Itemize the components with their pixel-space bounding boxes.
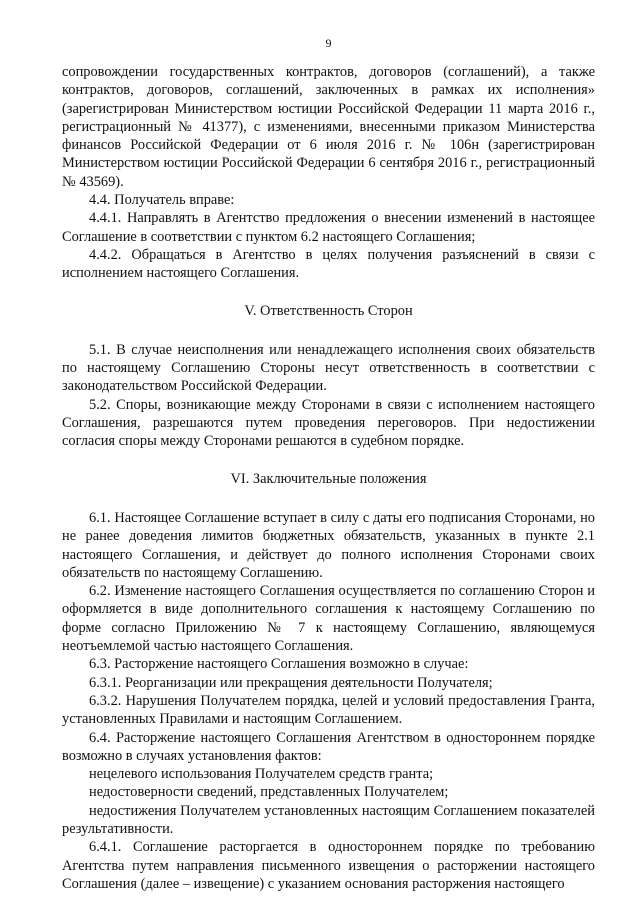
- paragraph-4-4-1: 4.4.1. Направлять в Агентство предложения о внесении изменений в настоящее Соглашение в соответствии с пунктом 6.2 настоящего Соглашения;: [62, 210, 595, 245]
- paragraph-6-3-1: 6.3.1. Реорганизации или прекращения деятельности Получателя;: [89, 674, 493, 691]
- paragraph-6-3: 6.3. Расторжение настоящего Соглашения возможно в случае:: [89, 656, 469, 673]
- paragraph-6-2: 6.2. Изменение настоящего Соглашения осуществляется по соглашению Сторон и оформляется в виде дополнительного соглашения к настоящему Соглашению по форме согласно Приложению № 7 к настоящему Соглашению, являющемуся неотъемлемой частью настоящего Соглашения.: [62, 583, 595, 655]
- list-item-false-info: недостоверности сведений, представленных Получателем;: [89, 784, 449, 801]
- paragraph-5-2: 5.2. Споры, возникающие между Сторонами в связи с исполнением настоящего Соглашения, разрешаются путем проведения переговоров. При недостижении согласия споры между Сторонами решаются в судебном порядке.: [62, 396, 595, 450]
- list-item-indicators: недостижения Получателем установленных настоящим Соглашением показателей результативности.: [62, 802, 595, 837]
- paragraph-6-1: 6.1. Настоящее Соглашение вступает в силу с даты его подписания Сторонами, но не ранее доведения лимитов бюджетных обязательств, указанных в пункте 2.1 настоящего Соглашения, и действует до полного исполнения Сторонами своих обязательств по настоящему Соглашению.: [62, 509, 595, 581]
- paragraph-4-4-2: 4.4.2. Обращаться в Агентство в целях получения разъяснений в связи с исполнением настоящего Соглашения.: [62, 246, 595, 282]
- document-page: [62, 0, 595, 905]
- list-item-misuse: нецелевого использования Получателем средств гранта;: [89, 766, 434, 783]
- paragraph-6-3-2: 6.3.2. Нарушения Получателем порядка, целей и условий предоставления Гранта, установленных Правилами и настоящим Соглашением.: [62, 692, 595, 728]
- paragraph-6-4-1: 6.4.1. Соглашение расторгается в одностороннем порядке по требованию Агентства путем направления письменного извещения о расторжении настоящего Соглашения (далее – извещение) с указанием основания расторжения настоящего: [62, 839, 595, 892]
- section-6-heading: VI. Заключительные положения: [230, 470, 427, 487]
- paragraph-5-1: 5.1. В случае неисполнения или ненадлежащего исполнения своих обязательств по настоящему Соглашению Стороны несут ответственность в соответствии с законодательством Российской Федерации.: [62, 341, 595, 395]
- page-number: 9: [325, 36, 332, 50]
- document-body: [62, 63, 595, 893]
- paragraph-continuation: сопровождении государственных контрактов, договоров (соглашений), а также контрактов, договоров, соглашений, заключенных в рамках их исполнения» (зарегистрирован Министерством юстиции Российской Федерации 11 марта 2016 г., регистрационный № 41377), с изменениями, внесенными приказом Министерства финансов Российской Федерации от 6 июля 2016 г. № 106н (зарегистрирован Министерством юстиции Российской Федерации 6 сентября 2016 г., регистрационный № 43569).: [62, 64, 595, 190]
- section-5-heading: V. Ответственность Сторон: [244, 302, 413, 319]
- paragraph-6-4: 6.4. Расторжение настоящего Соглашения Агентством в одностороннем порядке возможно в случаях установления фактов:: [62, 729, 595, 764]
- paragraph-4-4: 4.4. Получатель вправе:: [89, 192, 235, 209]
